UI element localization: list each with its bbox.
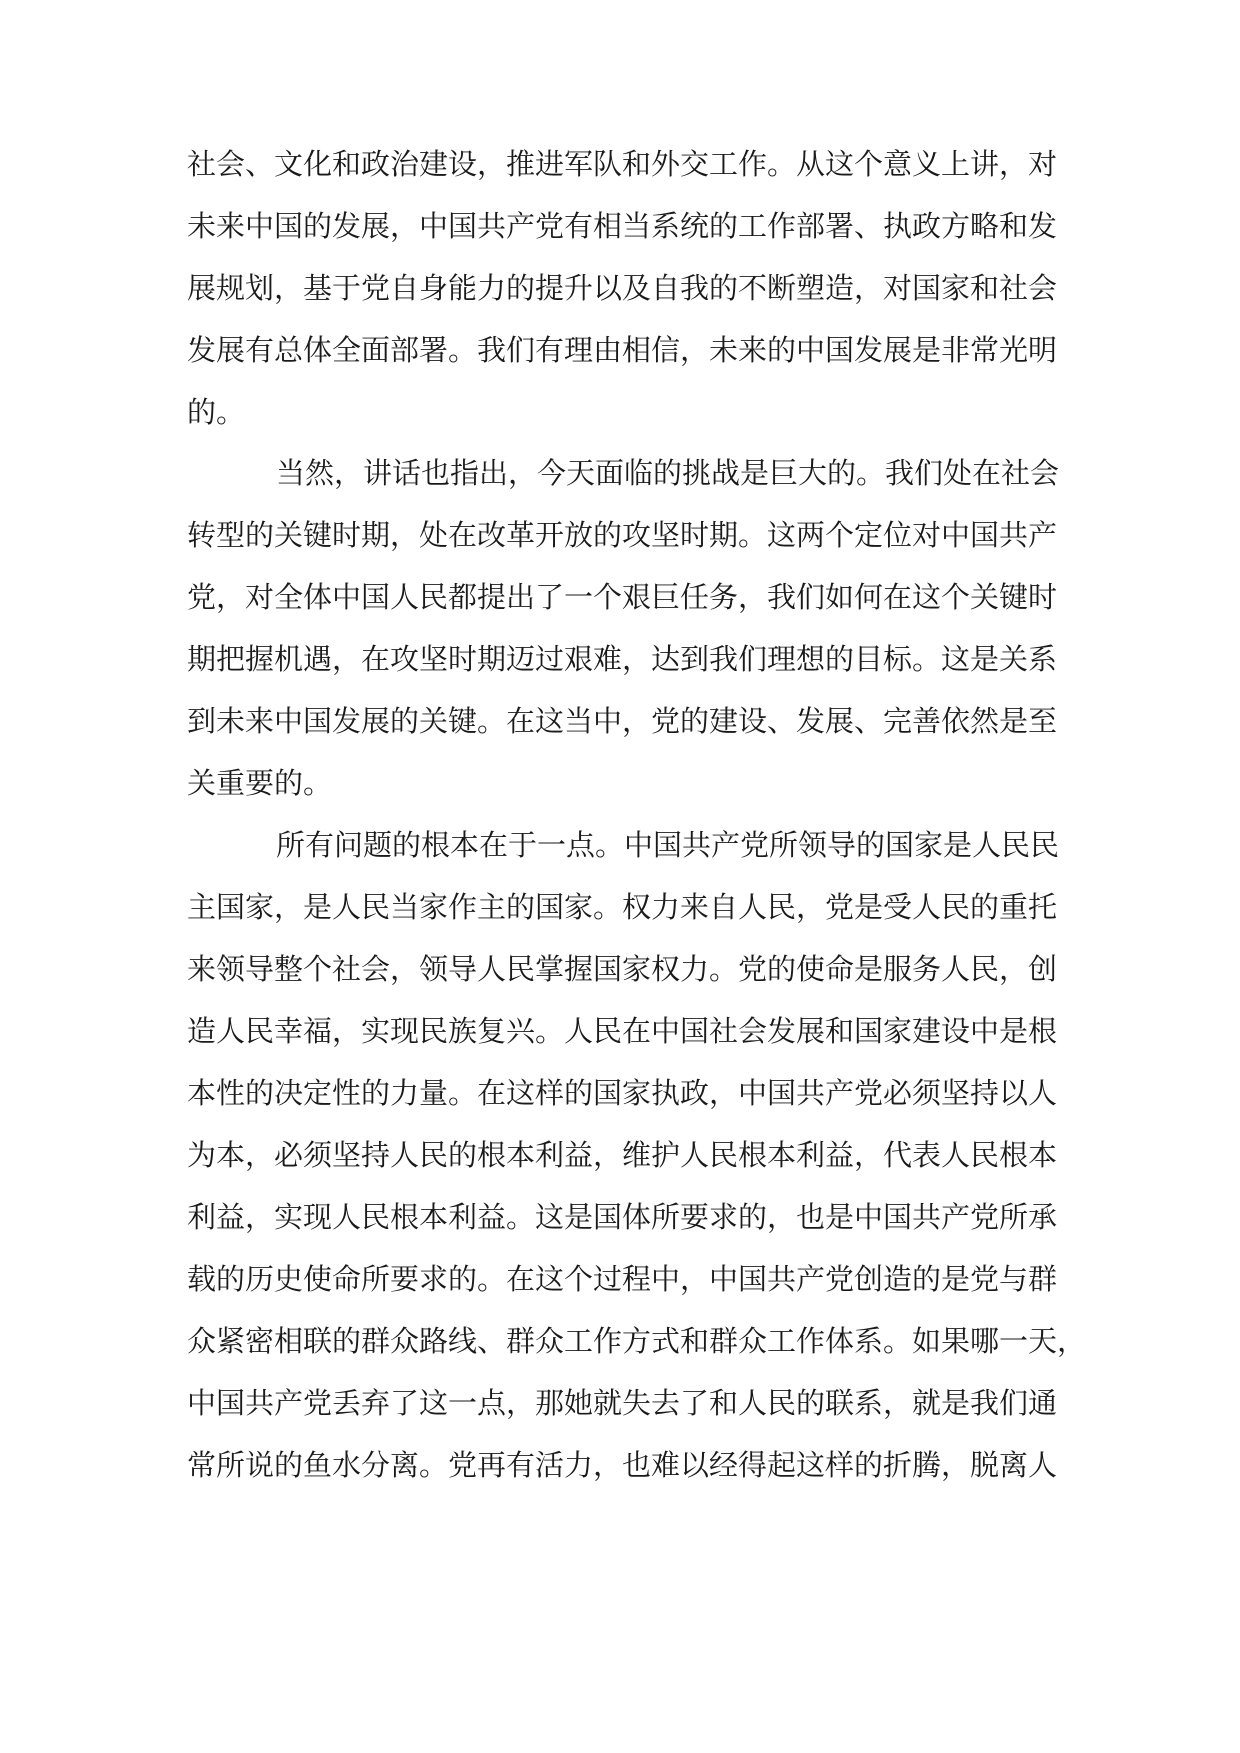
text-line: 未来中国的发展，中国共产党有相当系统的工作部署、执政方略和发 bbox=[187, 209, 1058, 243]
text-line: 常所说的鱼水分离。党再有活力，也难以经得起这样的折腾，脱离人 bbox=[187, 1448, 1058, 1482]
text-line: 关重要的。 bbox=[187, 766, 333, 800]
text-line: 造人民幸福，实现民族复兴。人民在中国社会发展和国家建设中是根 bbox=[187, 1014, 1058, 1048]
text-line: 众紧密相联的群众路线、群众工作方式和群众工作体系。如果哪一天， bbox=[187, 1324, 1087, 1358]
text-line: 利益，实现人民根本利益。这是国体所要求的，也是中国共产党所承 bbox=[187, 1200, 1058, 1234]
text-line: 党，对全体中国人民都提出了一个艰巨任务，我们如何在这个关键时 bbox=[187, 580, 1058, 614]
text-line: 到未来中国发展的关键。在这当中，党的建设、发展、完善依然是至 bbox=[187, 704, 1058, 738]
text-line: 转型的关键时期，处在改革开放的攻坚时期。这两个定位对中国共产 bbox=[187, 518, 1058, 552]
text-line: 当然，讲话也指出，今天面临的挑战是巨大的。我们处在社会 bbox=[276, 456, 1060, 490]
text-line: 为本，必须坚持人民的根本利益，维护人民根本利益，代表人民根本 bbox=[187, 1138, 1058, 1172]
text-line: 来领导整个社会，领导人民掌握国家权力。党的使命是服务人民，创 bbox=[187, 952, 1058, 986]
text-line: 所有问题的根本在于一点。中国共产党所领导的国家是人民民 bbox=[276, 828, 1060, 862]
text-line: 中国共产党丢弃了这一点，那她就失去了和人民的联系，就是我们通 bbox=[187, 1386, 1058, 1420]
text-line: 主国家，是人民当家作主的国家。权力来自人民，党是受人民的重托 bbox=[187, 890, 1058, 924]
text-line: 的。 bbox=[187, 395, 246, 429]
text-line: 载的历史使命所要求的。在这个过程中，中国共产党创造的是党与群 bbox=[187, 1262, 1058, 1296]
text-line: 发展有总体全面部署。我们有理由相信，未来的中国发展是非常光明 bbox=[187, 333, 1058, 367]
text-line: 本性的决定性的力量。在这样的国家执政，中国共产党必须坚持以人 bbox=[187, 1076, 1058, 1110]
text-line: 展规划，基于党自身能力的提升以及自我的不断塑造，对国家和社会 bbox=[187, 271, 1058, 305]
text-line: 期把握机遇，在攻坚时期迈过艰难，达到我们理想的目标。这是关系 bbox=[187, 642, 1058, 676]
text-line: 社会、文化和政治建设，推进军队和外交工作。从这个意义上讲，对 bbox=[187, 147, 1058, 181]
